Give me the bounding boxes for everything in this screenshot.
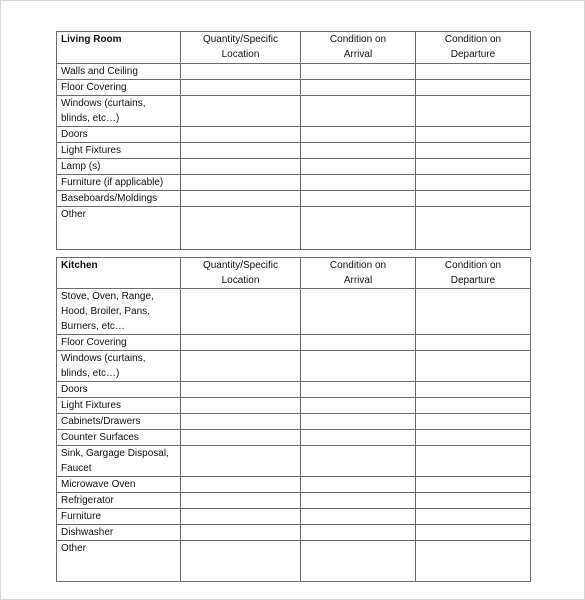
living-room-table (56, 31, 531, 250)
departure-cell[interactable] (416, 398, 531, 414)
room-title-kitchen: Kitchen (57, 258, 181, 289)
item-label: Floor Covering (57, 80, 181, 96)
table-row (57, 335, 531, 351)
departure-cell[interactable] (416, 127, 531, 143)
col-header-arrival: Condition on Arrival (301, 258, 416, 289)
arrival-cell[interactable] (301, 80, 416, 96)
arrival-cell[interactable] (301, 509, 416, 525)
item-label: Doors (57, 382, 181, 398)
table-row (57, 414, 531, 430)
table-row (57, 143, 531, 159)
table-row (57, 80, 531, 96)
arrival-cell[interactable] (301, 525, 416, 541)
quantity-cell[interactable] (181, 191, 301, 207)
quantity-cell[interactable] (181, 289, 301, 335)
arrival-cell[interactable] (301, 382, 416, 398)
arrival-cell[interactable] (301, 127, 416, 143)
table-row (57, 191, 531, 207)
arrival-cell[interactable] (301, 414, 416, 430)
table-row (57, 493, 531, 509)
departure-cell[interactable] (416, 446, 531, 477)
quantity-cell[interactable] (181, 335, 301, 351)
quantity-cell[interactable] (181, 64, 301, 80)
item-label: Baseboards/Moldings (57, 191, 181, 207)
departure-cell[interactable] (416, 143, 531, 159)
quantity-cell[interactable] (181, 509, 301, 525)
arrival-cell[interactable] (301, 493, 416, 509)
arrival-cell[interactable] (301, 64, 416, 80)
departure-cell[interactable] (416, 175, 531, 191)
quantity-cell[interactable] (181, 96, 301, 127)
quantity-cell[interactable] (181, 207, 301, 250)
item-label: Refrigerator (57, 493, 181, 509)
departure-cell[interactable] (416, 525, 531, 541)
quantity-cell[interactable] (181, 143, 301, 159)
item-label: Sink, Gargage Disposal, Faucet (57, 446, 181, 477)
quantity-cell[interactable] (181, 477, 301, 493)
quantity-cell[interactable] (181, 398, 301, 414)
departure-cell[interactable] (416, 477, 531, 493)
departure-cell[interactable] (416, 191, 531, 207)
departure-cell[interactable] (416, 207, 531, 250)
item-label: Cabinets/Drawers (57, 414, 181, 430)
departure-cell[interactable] (416, 541, 531, 582)
table-row (57, 430, 531, 446)
quantity-cell[interactable] (181, 159, 301, 175)
room-title-living: Living Room (57, 32, 181, 64)
departure-cell[interactable] (416, 382, 531, 398)
table-row (57, 477, 531, 493)
table-row (57, 207, 531, 250)
arrival-cell[interactable] (301, 143, 416, 159)
departure-cell[interactable] (416, 430, 531, 446)
departure-cell[interactable] (416, 493, 531, 509)
quantity-cell[interactable] (181, 525, 301, 541)
quantity-cell[interactable] (181, 493, 301, 509)
table-row (57, 96, 531, 127)
item-label: Doors (57, 127, 181, 143)
kitchen-table (56, 257, 531, 582)
item-label: Lamp (s) (57, 159, 181, 175)
departure-cell[interactable] (416, 335, 531, 351)
item-label: Other (57, 541, 181, 582)
quantity-cell[interactable] (181, 127, 301, 143)
table-row (57, 525, 531, 541)
quantity-cell[interactable] (181, 80, 301, 96)
table-row (57, 541, 531, 582)
quantity-cell[interactable] (181, 414, 301, 430)
item-label: Floor Covering (57, 335, 181, 351)
arrival-cell[interactable] (301, 289, 416, 335)
departure-cell[interactable] (416, 159, 531, 175)
arrival-cell[interactable] (301, 398, 416, 414)
table-header-row (57, 258, 531, 289)
departure-cell[interactable] (416, 64, 531, 80)
quantity-cell[interactable] (181, 351, 301, 382)
item-label: Windows (curtains, blinds, etc…) (57, 351, 181, 382)
arrival-cell[interactable] (301, 96, 416, 127)
col-header-arrival: Condition on Arrival (301, 32, 416, 64)
quantity-cell[interactable] (181, 430, 301, 446)
arrival-cell[interactable] (301, 207, 416, 250)
arrival-cell[interactable] (301, 477, 416, 493)
departure-cell[interactable] (416, 509, 531, 525)
arrival-cell[interactable] (301, 159, 416, 175)
quantity-cell[interactable] (181, 382, 301, 398)
col-header-quantity: Quantity/Specific Location (181, 258, 301, 289)
table-header-row (57, 32, 531, 64)
arrival-cell[interactable] (301, 175, 416, 191)
arrival-cell[interactable] (301, 430, 416, 446)
table-row (57, 64, 531, 80)
arrival-cell[interactable] (301, 351, 416, 382)
item-label: Light Fixtures (57, 398, 181, 414)
departure-cell[interactable] (416, 351, 531, 382)
item-label: Furniture (57, 509, 181, 525)
departure-cell[interactable] (416, 414, 531, 430)
col-header-quantity: Quantity/Specific Location (181, 32, 301, 64)
table-row (57, 159, 531, 175)
table-row (57, 398, 531, 414)
departure-cell[interactable] (416, 80, 531, 96)
item-label: Windows (curtains, blinds, etc…) (57, 96, 181, 127)
table-row (57, 509, 531, 525)
arrival-cell[interactable] (301, 335, 416, 351)
item-label: Dishwasher (57, 525, 181, 541)
item-label: Light Fixtures (57, 143, 181, 159)
item-label: Microwave Oven (57, 477, 181, 493)
quantity-cell[interactable] (181, 541, 301, 582)
col-header-departure: Condition on Departure (416, 32, 531, 64)
arrival-cell[interactable] (301, 191, 416, 207)
table-row (57, 446, 531, 477)
arrival-cell[interactable] (301, 541, 416, 582)
quantity-cell[interactable] (181, 175, 301, 191)
item-label: Stove, Oven, Range, Hood, Broiler, Pans, Burners, etc… (57, 289, 181, 335)
item-label: Other (57, 207, 181, 250)
col-header-departure: Condition on Departure (416, 258, 531, 289)
quantity-cell[interactable] (181, 446, 301, 477)
table-row (57, 127, 531, 143)
table-row (57, 175, 531, 191)
table-row (57, 289, 531, 335)
departure-cell[interactable] (416, 289, 531, 335)
table-row (57, 382, 531, 398)
arrival-cell[interactable] (301, 446, 416, 477)
departure-cell[interactable] (416, 96, 531, 127)
item-label: Counter Surfaces (57, 430, 181, 446)
table-row (57, 351, 531, 382)
item-label: Walls and Ceiling (57, 64, 181, 80)
item-label: Furniture (if applicable) (57, 175, 181, 191)
